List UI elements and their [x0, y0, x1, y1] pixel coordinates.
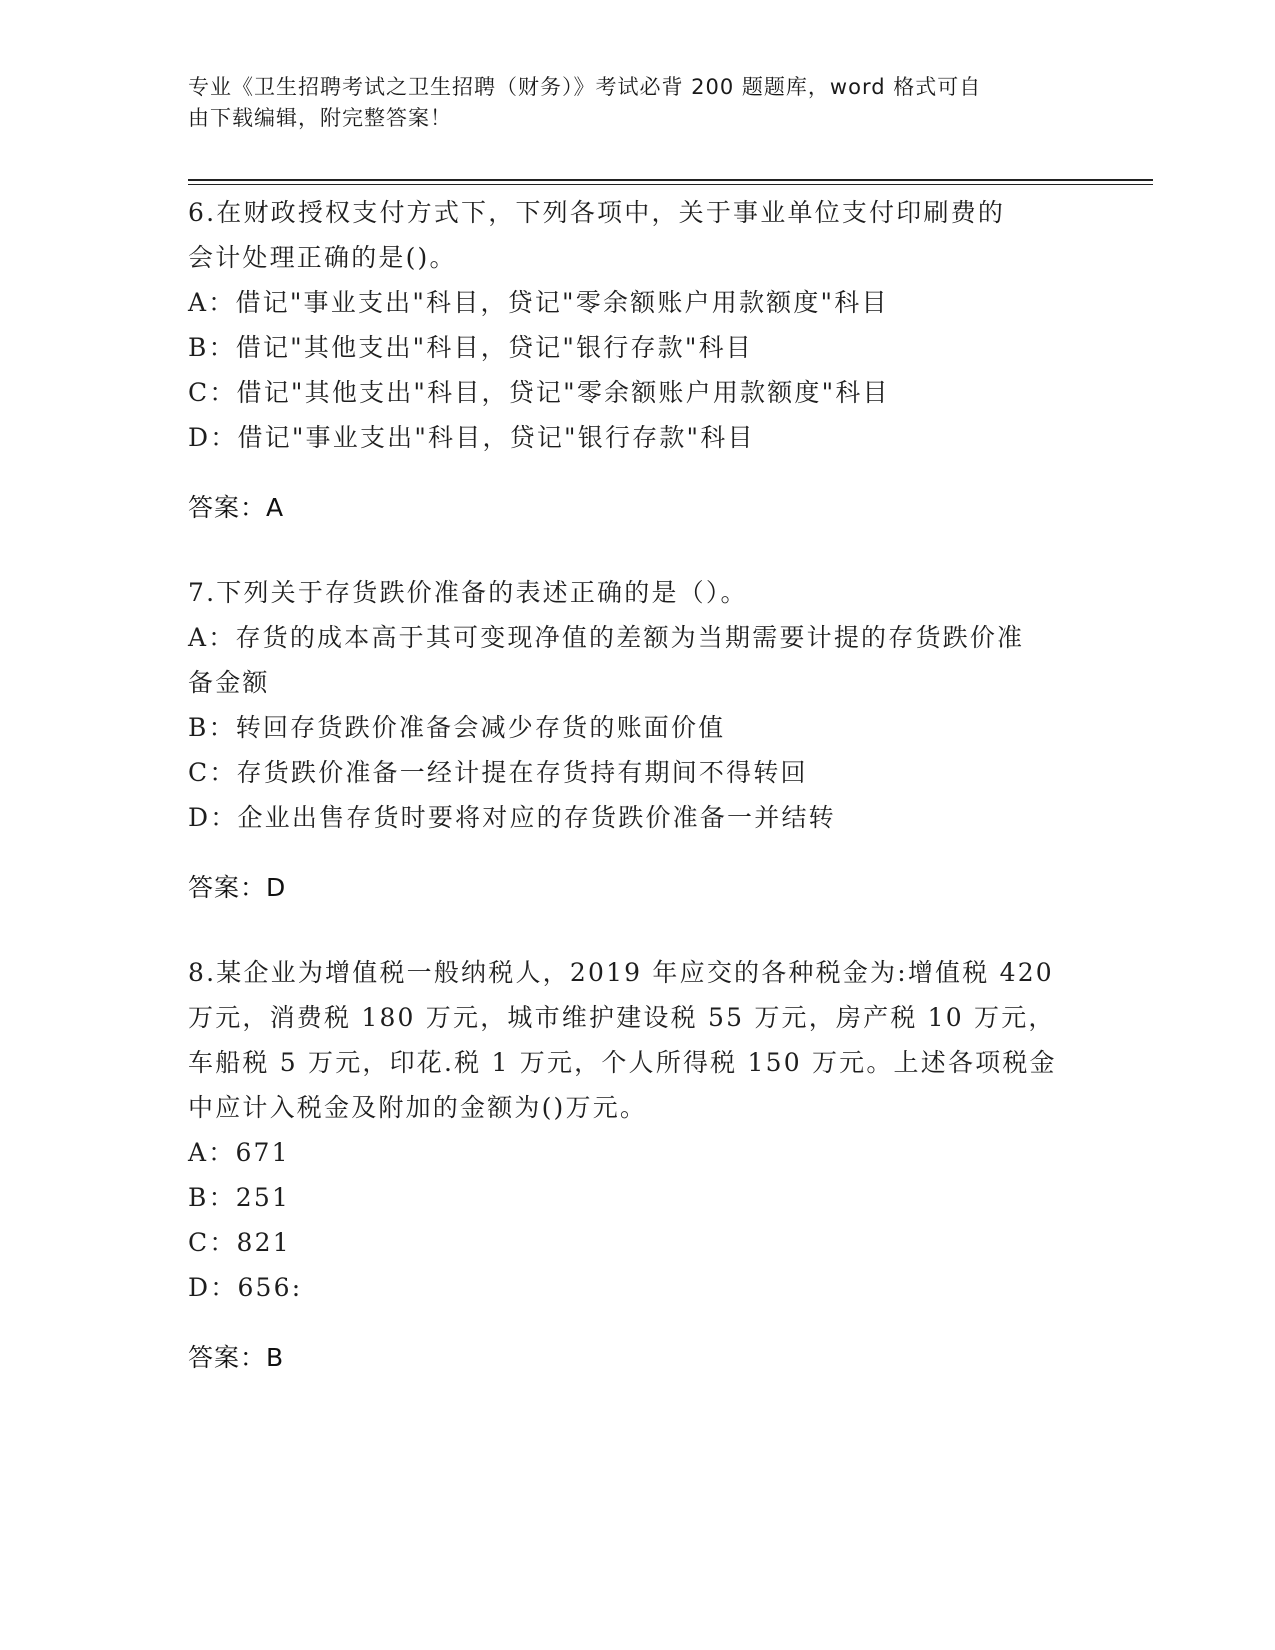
option-c: C：821 — [188, 1228, 291, 1257]
question-text-line: 8.某企业为增值税一般纳税人，2019 年应交的各种税金为:增值税 420 — [188, 958, 1054, 987]
document-header — [188, 72, 1068, 134]
option-a: A：671 — [188, 1138, 290, 1167]
answer: 答案：B — [188, 1343, 285, 1372]
question-text-line: 7.下列关于存货跌价准备的表述正确的是（）。 — [188, 578, 748, 607]
question-text-line: 会计处理正确的是()。 — [188, 243, 457, 272]
answer: 答案：D — [188, 873, 287, 902]
question-text-line: 6.在财政授权支付方式下，下列各项中，关于事业单位支付印刷费的 — [188, 198, 1006, 227]
option-c: C：借记"其他支出"科目，贷记"零余额账户用款额度"科目 — [188, 378, 890, 407]
option-d: D：企业出售存货时要将对应的存货跌价准备一并结转 — [188, 803, 836, 832]
question-text-line: 车船税 5 万元，印花.税 1 万元，个人所得税 150 万元。上述各项税金 — [188, 1048, 1057, 1077]
question-text — [188, 950, 1088, 1130]
option-a: A：借记"事业支出"科目，贷记"零余额账户用款额度"科目 — [188, 288, 889, 317]
question-text — [188, 570, 1088, 615]
question-list — [188, 190, 1088, 1420]
option-b: B：转回存货跌价准备会减少存货的账面价值 — [188, 713, 726, 742]
option-a-continued: 备金额 — [188, 668, 270, 697]
question-text — [188, 190, 1088, 280]
option-a: A：存货的成本高于其可变现净值的差额为当期需要计提的存货跌价准 — [188, 623, 1025, 652]
question-8 — [188, 950, 1088, 1380]
header-line-1: 专业《卫生招聘考试之卫生招聘（财务）》考试必背 200 题题库，word 格式可自 — [188, 75, 982, 99]
question-7 — [188, 570, 1088, 910]
option-d: D：借记"事业支出"科目，贷记"银行存款"科目 — [188, 423, 755, 452]
header-divider-top — [188, 179, 1153, 181]
header-line-2: 由下载编辑，附完整答案！ — [188, 106, 452, 130]
question-text-line: 中应计入税金及附加的金额为()万元。 — [188, 1093, 648, 1122]
option-b: B：251 — [188, 1183, 291, 1212]
answer: 答案：A — [188, 493, 285, 522]
option-c: C：存货跌价准备一经计提在存货持有期间不得转回 — [188, 758, 808, 787]
question-6 — [188, 190, 1088, 530]
option-b: B：借记"其他支出"科目，贷记"银行存款"科目 — [188, 333, 753, 362]
header-divider-bottom — [188, 184, 1153, 185]
option-d: D：656: — [188, 1273, 303, 1302]
question-text-line: 万元，消费税 180 万元，城市维护建设税 55 万元，房产税 10 万元， — [188, 1003, 1056, 1032]
